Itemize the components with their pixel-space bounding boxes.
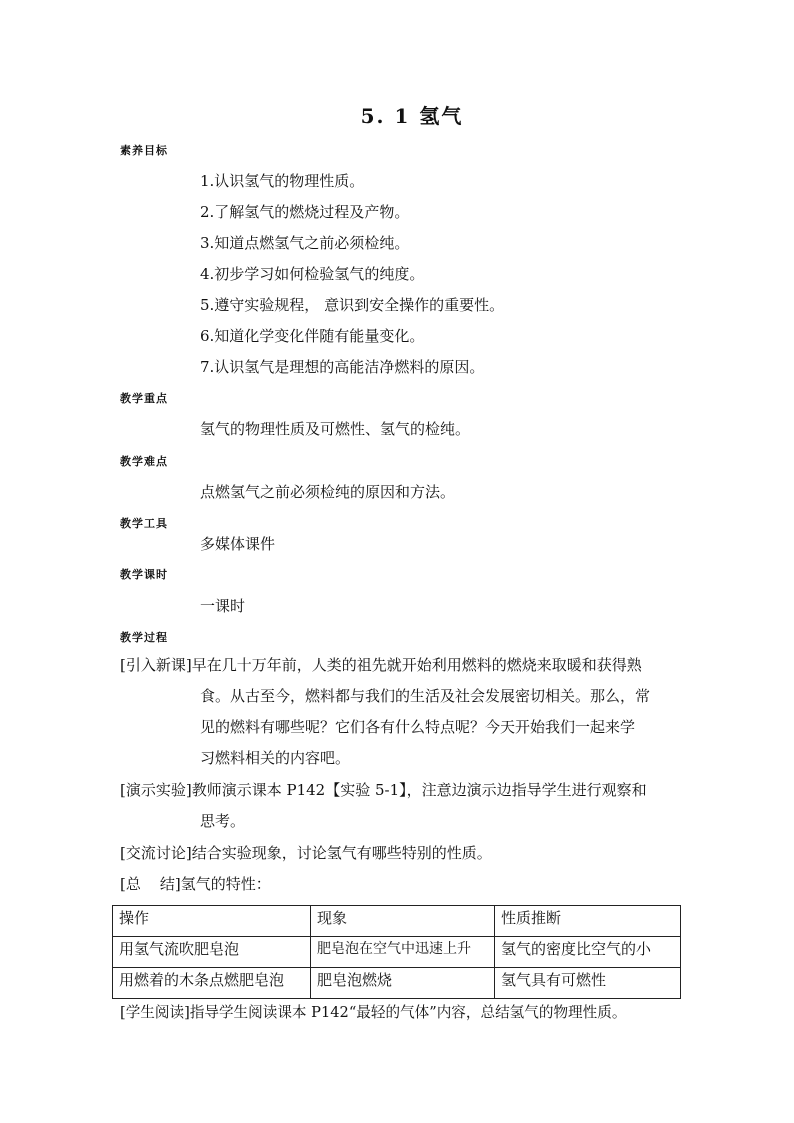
section-heading-goals: 素养目标 [120, 144, 168, 157]
section-heading-process: 教学过程 [120, 631, 168, 644]
summary-paragraph: [总 结]氢气的特性： [120, 875, 271, 893]
goal-item: 4.初步学习如何检验氢气的纯度。 [200, 265, 425, 283]
table-cell: 氢气具有可燃性 [495, 968, 681, 999]
intro-paragraph [120, 650, 680, 774]
goal-item: 6.知道化学变化伴随有能量变化。 [200, 327, 425, 345]
table-cell: 肥皂泡燃烧 [311, 968, 495, 999]
table-row [113, 937, 681, 968]
hours-text: 一课时 [200, 597, 246, 615]
hydrogen-properties-table [112, 905, 681, 999]
discuss-paragraph: [交流讨论]结合实验现象，讨论氢气有哪些特别的性质。 [120, 844, 492, 862]
tools-text: 多媒体课件 [200, 535, 276, 553]
page-title: 5. 1 氢气 [360, 104, 464, 128]
intro-line: 见的燃料有哪些呢？它们各有什么特点呢？今天开始我们一起来学 [200, 718, 636, 736]
goal-item: 7.认识氢气是理想的高能洁净燃料的原因。 [200, 358, 485, 376]
demo-paragraph [120, 775, 680, 837]
goal-item: 3.知道点燃氢气之前必须检纯。 [200, 234, 410, 252]
difficult-point-text: 点燃氢气之前必须检纯的原因和方法。 [200, 483, 456, 501]
section-heading-hours: 教学课时 [120, 568, 168, 581]
section-heading-difficult: 教学难点 [120, 455, 168, 468]
section-heading-tools: 教学工具 [120, 517, 168, 530]
intro-line: 食。从古至今，燃料都与我们的生活及社会发展密切相关。那么，常 [200, 687, 651, 705]
reading-paragraph: [学生阅读]指导学生阅读课本 P142“最轻的气体”内容，总结氢气的物理性质。 [120, 1004, 627, 1021]
goal-item: 5.遵守实验规程， 意识到安全操作的重要性。 [200, 296, 505, 314]
table-row [113, 968, 681, 999]
section-heading-key: 教学重点 [120, 392, 168, 405]
table-cell: 用燃着的木条点燃肥皂泡 [113, 968, 311, 999]
table-header-cell: 性质推断 [495, 906, 681, 937]
table-cell: 肥皂泡在空气中迅速上升 [311, 937, 495, 968]
table-header-row [113, 906, 681, 937]
table-cell: 氢气的密度比空气的小 [495, 937, 681, 968]
demo-line: 思考。 [200, 812, 246, 830]
intro-line: [引入新课]早在几十万年前，人类的祖先就开始利用燃料的燃烧来取暖和获得熟 [120, 656, 642, 674]
goal-item: 2.了解氢气的燃烧过程及产物。 [200, 203, 410, 221]
key-point-text: 氢气的物理性质及可燃性、氢气的检纯。 [200, 420, 471, 438]
intro-line: 习燃料相关的内容吧。 [200, 749, 351, 767]
table-header-cell: 现象 [311, 906, 495, 937]
table-header-cell: 操作 [113, 906, 311, 937]
table-cell: 用氢气流吹肥皂泡 [113, 937, 311, 968]
demo-line: [演示实验]教师演示课本 P142【实验 5-1】，注意边演示边指导学生进行观察和 [120, 781, 647, 799]
goal-item: 1.认识氢气的物理性质。 [200, 172, 365, 190]
